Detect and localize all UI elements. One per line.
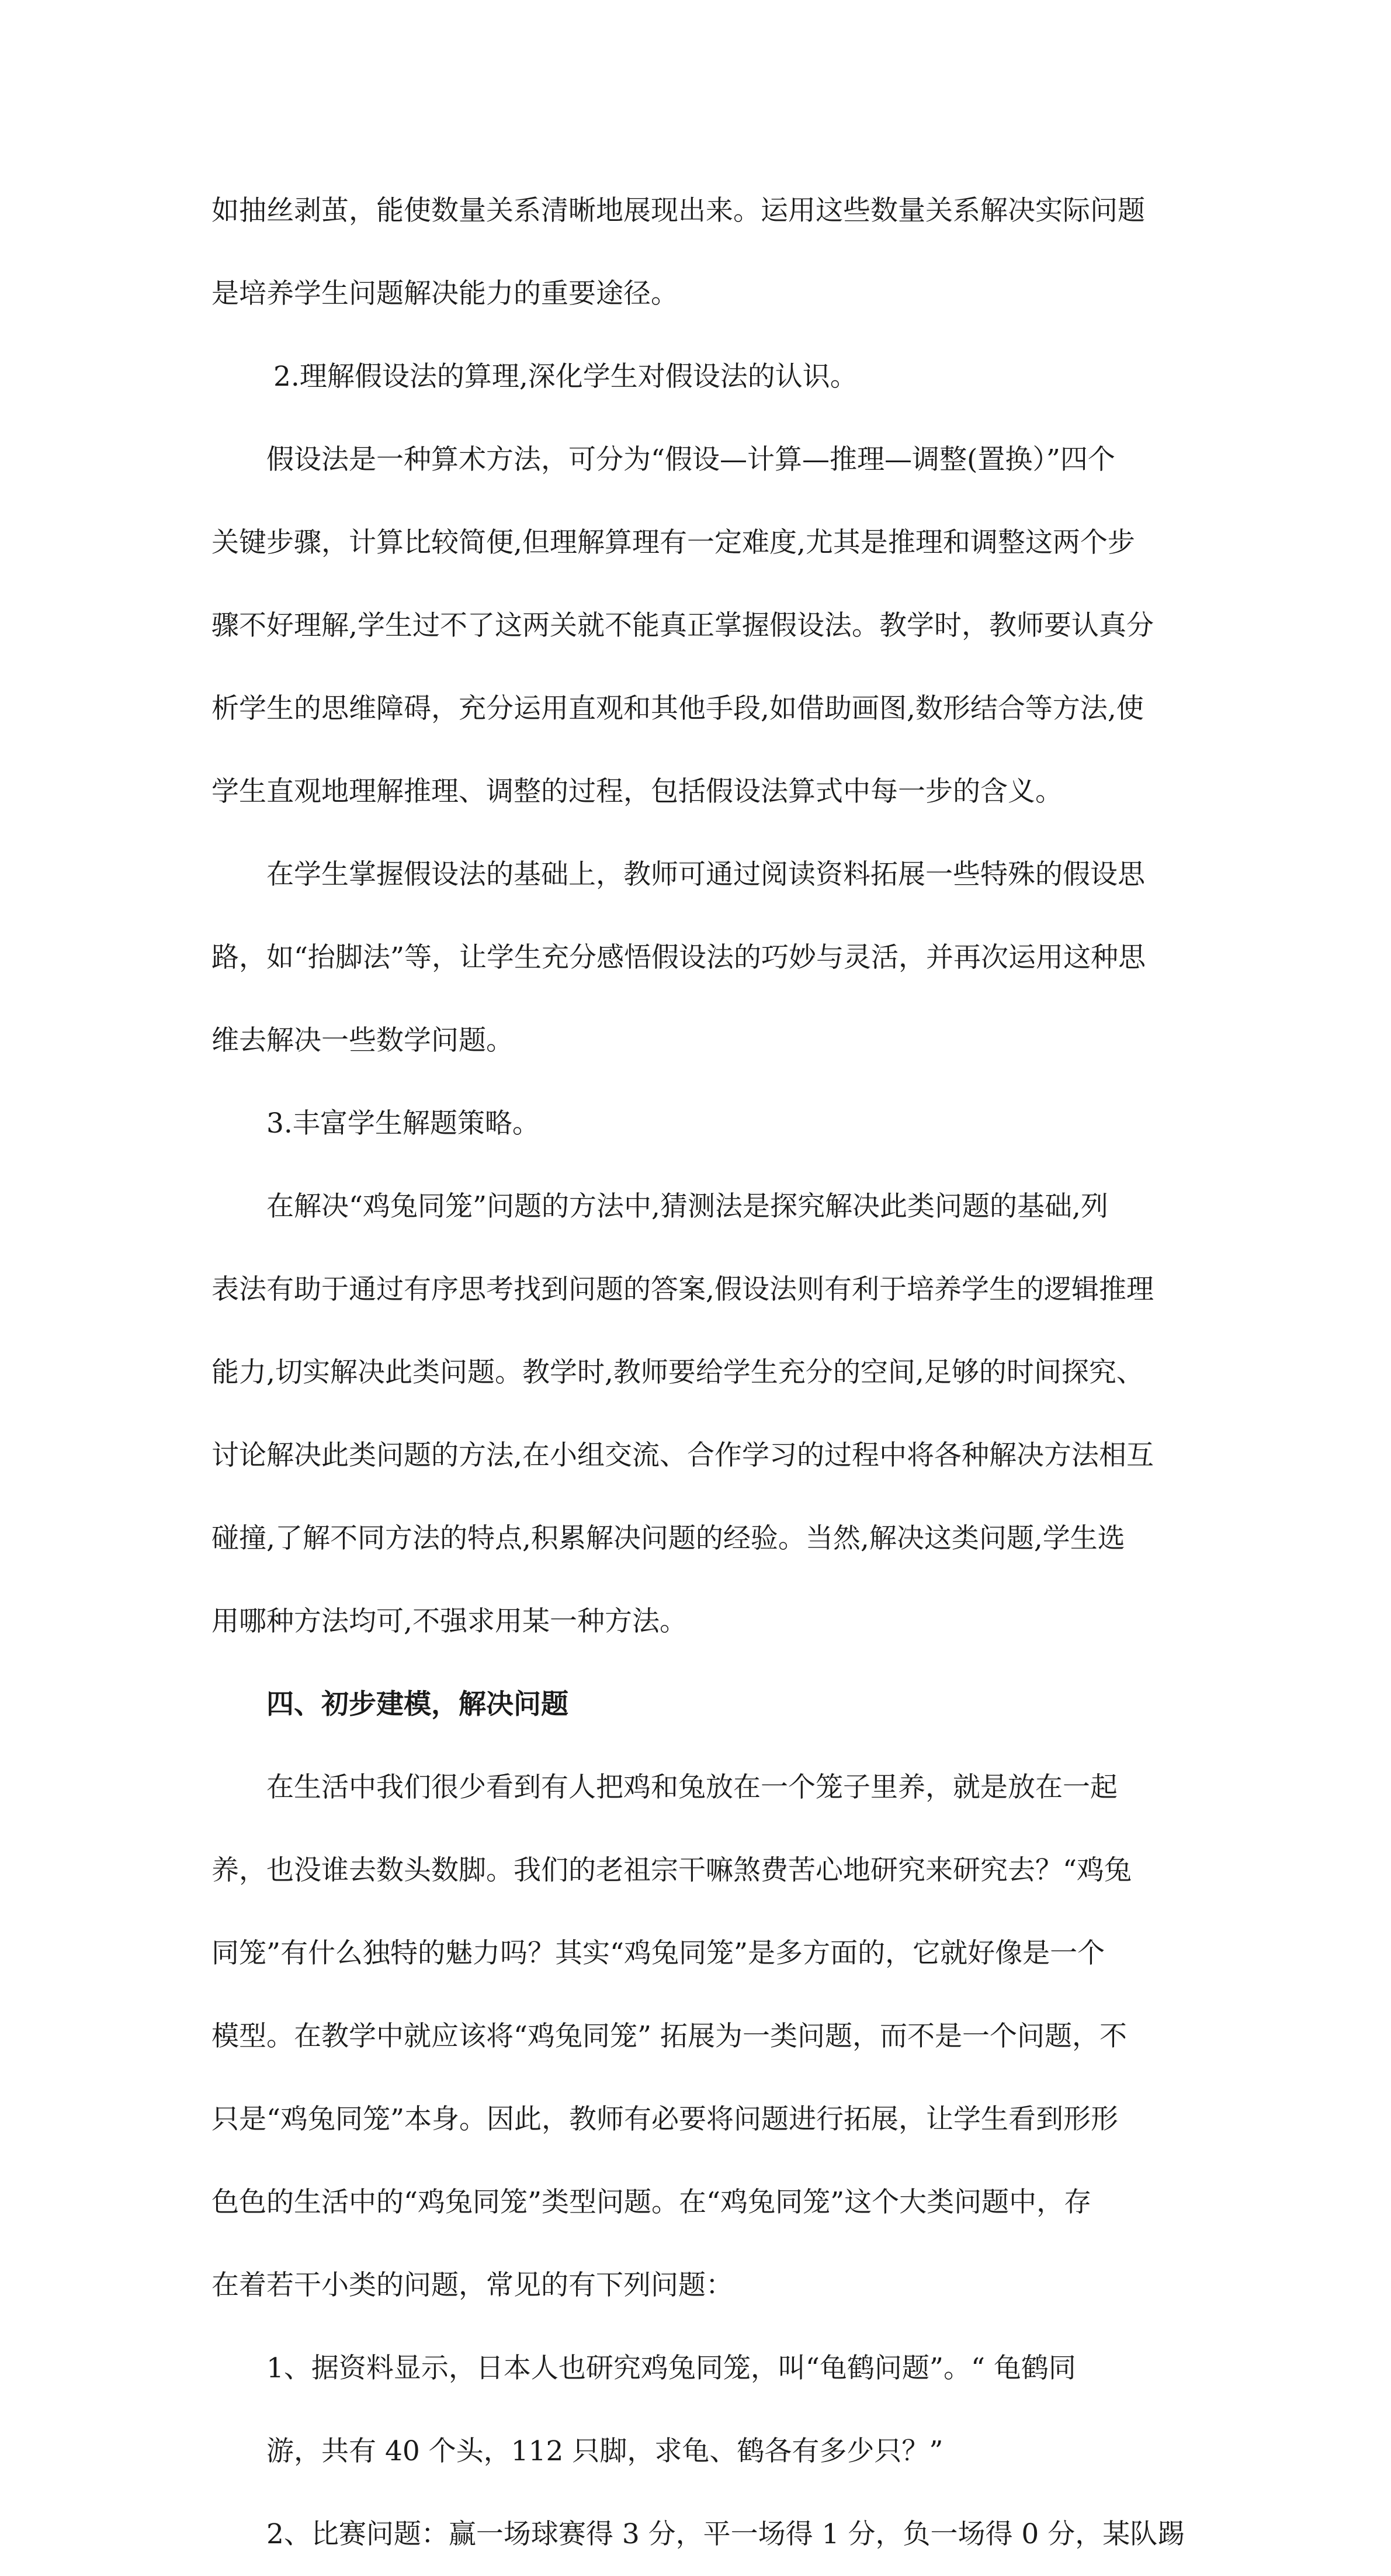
paragraph-start: 在学生掌握假设法的基础上，教师可通过阅读资料拓展一些特殊的假设思 xyxy=(266,858,1145,891)
text-line: 维去解决一些数学问题。 xyxy=(211,1024,514,1057)
section-subheading: 2.理解假设法的算理,深化学生对假设法的认识。 xyxy=(273,361,858,393)
section-subheading: 3.丰富学生解题策略。 xyxy=(266,1107,540,1140)
text-line: 是培养学生问题解决能力的重要途径。 xyxy=(211,278,678,310)
document-body xyxy=(211,169,1186,2576)
list-item-continuation: 游，共有 40 个头，112 只脚，求龟、鹤各有多少只？” xyxy=(266,2435,943,2467)
text-line: 色色的生活中的“鸡兔同笼”类型问题。在“鸡兔同笼”这个大类问题中，存 xyxy=(211,2186,1092,2218)
text-line: 模型。在教学中就应该将“鸡兔同笼” 拓展为一类问题，而不是一个问题，不 xyxy=(211,2020,1127,2052)
section-heading: 四、初步建模，解决问题 xyxy=(266,1688,568,1720)
text-line: 如抽丝剥茧，能使数量关系清晰地展现出来。运用这些数量关系解决实际问题 xyxy=(211,195,1145,227)
text-line: 碰撞,了解不同方法的特点,积累解决问题的经验。当然,解决这类问题,学生选 xyxy=(211,1522,1125,1554)
text-line: 只是“鸡兔同笼”本身。因此，教师有必要将问题进行拓展，让学生看到形形 xyxy=(211,2103,1119,2135)
text-line: 路，如“抬脚法”等，让学生充分感悟假设法的巧妙与灵活，并再次运用这种思 xyxy=(211,941,1146,974)
list-item-start: 1、据资料显示，日本人也研究鸡兔同笼，叫“龟鹤问题”。“ 龟鹤同 xyxy=(266,2352,1076,2384)
paragraph-start: 假设法是一种算术方法，可分为“假设—计算—推理—调整(置换）”四个 xyxy=(266,444,1115,476)
paragraph-start: 在生活中我们很少看到有人把鸡和兔放在一个笼子里养，就是放在一起 xyxy=(266,1771,1118,1803)
text-line: 表法有助于通过有序思考找到问题的答案,假设法则有利于培养学生的逻辑推理 xyxy=(211,1273,1154,1306)
text-line: 析学生的思维障碍，充分运用直观和其他手段,如借助画图,数形结合等方法,使 xyxy=(211,693,1144,725)
text-line: 学生直观地理解推理、调整的过程，包括假设法算式中每一步的含义。 xyxy=(211,775,1063,808)
text-line: 用哪种方法均可,不强求用某一种方法。 xyxy=(211,1605,687,1637)
paragraph-start: 在解决“鸡兔同笼”问题的方法中,猜测法是探究解决此类问题的基础,列 xyxy=(266,1190,1108,1223)
text-line: 养，也没谁去数头数脚。我们的老祖宗干嘛煞费苦心地研究来研究去？“鸡兔 xyxy=(211,1854,1132,1886)
text-line: 能力,切实解决此类问题。教学时,教师要给学生充分的空间,足够的时间探究、 xyxy=(211,1356,1144,1389)
text-line: 同笼”有什么独特的魅力吗？其实“鸡兔同笼”是多方面的，它就好像是一个 xyxy=(211,1937,1105,1969)
text-line: 关键步骤，计算比较简便,但理解算理有一定难度,尤其是推理和调整这两个步 xyxy=(211,527,1135,559)
list-item-start: 2、比赛问题：赢一场球赛得 3 分，平一场得 1 分，负一场得 0 分，某队踢 xyxy=(266,2518,1185,2550)
text-line: 在着若干小类的问题，常见的有下列问题： xyxy=(211,2269,733,2301)
text-line: 讨论解决此类问题的方法,在小组交流、合作学习的过程中将各种解决方法相互 xyxy=(211,1439,1154,1471)
text-line: 骤不好理解,学生过不了这两关就不能真正掌握假设法。教学时，教师要认真分 xyxy=(211,610,1154,642)
